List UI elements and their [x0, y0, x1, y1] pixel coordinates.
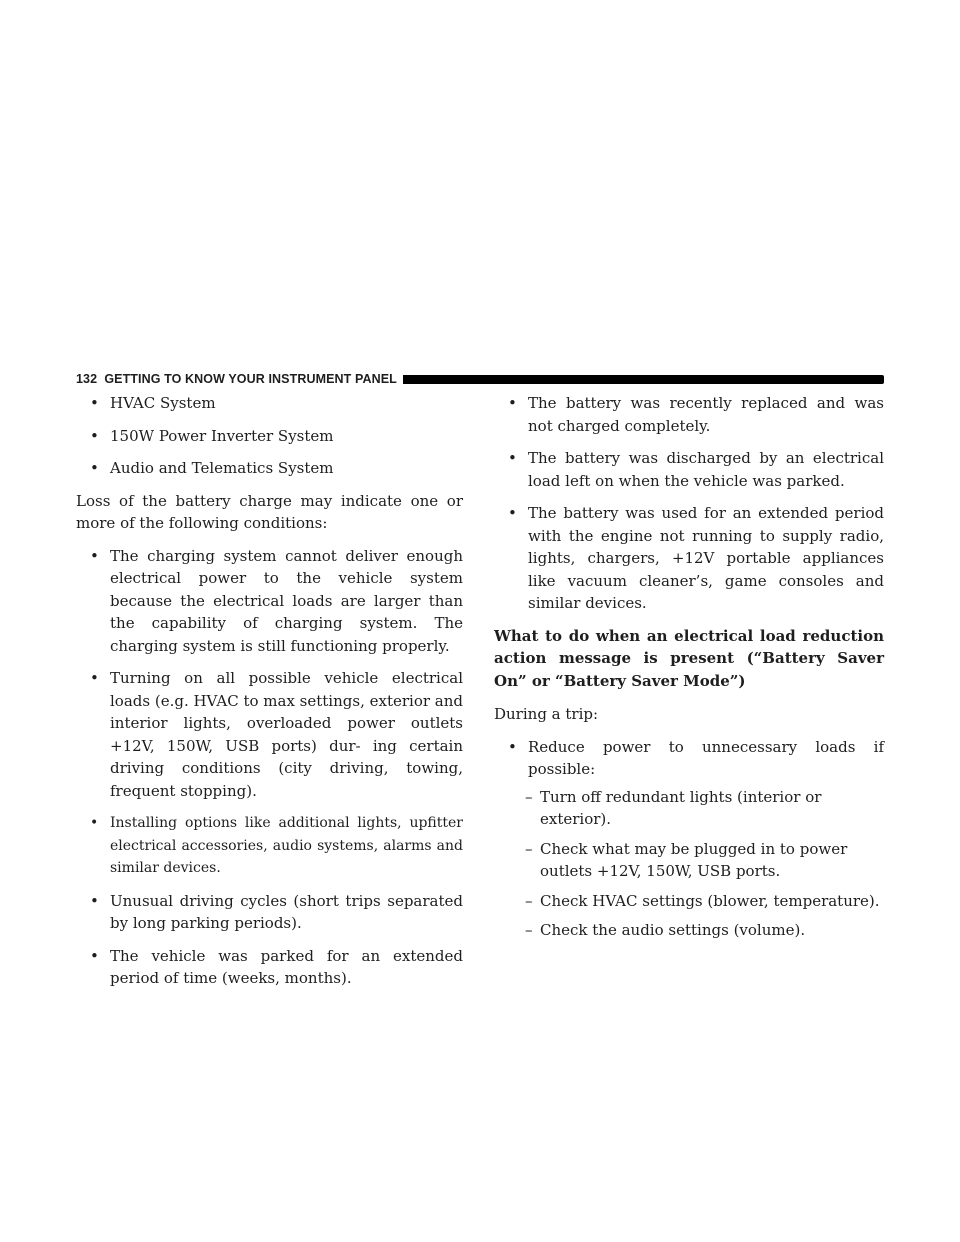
list-item — [76, 667, 463, 802]
bullet: • — [90, 546, 99, 565]
section-title: GETTING TO KNOW YOUR INSTRUMENT PANEL — [104, 372, 397, 386]
left-column — [76, 392, 463, 1000]
sub-list-item-text: Check what may be plugged in to power outlets +12V, 150W, USB ports. — [540, 839, 848, 880]
page-number: 132 — [76, 372, 98, 386]
list-item — [76, 545, 463, 658]
header-rule — [403, 375, 884, 384]
list-item-text: The charging system cannot deliver enough electrical power to the vehicle system because the electrical loads are larger than the capability of charging system. The charging system is still functioning properly. — [110, 546, 463, 655]
dash: – — [525, 839, 533, 858]
sub-list-item-text: Check HVAC settings (blower, temperature). — [540, 891, 880, 910]
dash: – — [525, 921, 533, 939]
list-item-text: Installing options like additional lights, upfitter electrical accessories, audio systems, alarms and similar devices. — [110, 815, 463, 876]
list-item — [494, 447, 884, 492]
list-item — [76, 457, 463, 480]
bullet: • — [90, 426, 99, 445]
right-column — [494, 392, 884, 949]
list-item-text: HVAC System — [110, 394, 216, 412]
trip-sublist — [494, 786, 884, 942]
bullet: • — [90, 891, 99, 910]
page-header — [76, 370, 884, 388]
list-item-text: Turning on all possible vehicle electrical loads (e.g. HVAC to max settings, exterior and interior lights, overloaded power outlets +12V, 150W, USB ports) dur- ing certain driving conditions (city driving, towing, frequent stopping). — [110, 669, 463, 800]
bullet: • — [508, 394, 517, 412]
trip-label: During a trip: — [494, 705, 599, 723]
sub-list-item-text: Turn off redundant lights (interior or exterior). — [540, 787, 822, 828]
sub-list-item — [494, 786, 884, 831]
list-item — [76, 812, 463, 880]
bullet: • — [90, 815, 99, 831]
list-item-text: The battery was discharged by an electrical load left on when the vehicle was parked. — [528, 449, 884, 490]
sub-list-item — [494, 919, 884, 942]
list-item-text: The vehicle was parked for an extended period of time (weeks, months). — [110, 946, 463, 987]
list-item-text: The battery was used for an extended period with the engine not running to supply radio, lights, chargers, +12V portable appliances like vacuum cleaner’s, game consoles and similar devices. — [528, 504, 884, 612]
list-item-text: Unusual driving cycles (short trips separated by long parking periods). — [110, 891, 463, 932]
sub-list-item — [494, 838, 884, 883]
list-item-text: The battery was recently replaced and was not charged completely. — [528, 394, 884, 435]
bullet: • — [508, 449, 517, 467]
bullet: • — [90, 669, 99, 687]
intro-paragraph: Loss of the battery charge may indicate one or more of the following conditions: — [76, 491, 463, 532]
dash: – — [525, 787, 533, 806]
list-item-text: Reduce power to unnecessary loads if possible: — [528, 737, 884, 778]
header-text — [76, 372, 403, 386]
sub-list-item — [494, 890, 884, 913]
dash: – — [525, 891, 533, 910]
bullet: • — [90, 394, 99, 412]
list-item — [494, 392, 884, 437]
bullet: • — [90, 946, 99, 965]
section-heading: What to do when an electrical load reduction action message is present (“Battery Saver On” or “Battery Saver Mode”) — [494, 626, 884, 690]
sub-list-item-text: Check the audio settings (volume). — [540, 921, 806, 939]
list-item — [494, 736, 884, 781]
list-item — [76, 945, 463, 990]
list-item — [76, 392, 463, 415]
list-item — [76, 425, 463, 448]
bullet: • — [90, 459, 99, 477]
list-item — [76, 890, 463, 935]
bullet: • — [508, 737, 517, 756]
list-item — [494, 502, 884, 615]
list-item-text: 150W Power Inverter System — [110, 426, 334, 445]
list-item-text: Audio and Telematics System — [110, 459, 334, 477]
bullet: • — [508, 504, 517, 522]
